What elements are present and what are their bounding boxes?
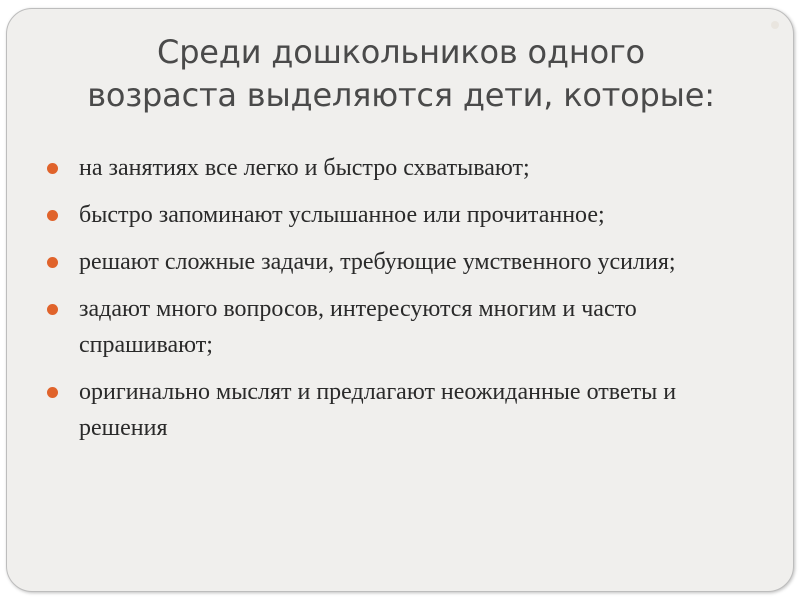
bullet-item	[47, 374, 757, 446]
slide-title	[17, 31, 785, 117]
slide-title-line-2: возраста выделяются дети, которые:	[87, 76, 715, 114]
bullet-dot-icon	[47, 387, 58, 398]
bullet-text: задают много вопросов, интересуются многим и часто спрашивают;	[79, 296, 637, 358]
bullet-item	[47, 291, 757, 363]
bullet-list	[47, 150, 757, 457]
bullet-text: оригинально мыслят и предлагают неожиданные ответы и решения	[79, 379, 677, 441]
bullet-text: решают сложные задачи, требующие умственного усилия;	[79, 249, 676, 275]
bullet-dot-icon	[47, 257, 58, 268]
bullet-text: быстро запоминают услышанное или прочитанное;	[79, 202, 605, 228]
bullet-item	[47, 244, 757, 280]
bullet-dot-icon	[47, 304, 58, 315]
bullet-item	[47, 150, 757, 186]
bullet-dot-icon	[47, 210, 58, 221]
slide-title-line-1: Среди дошкольников одного	[157, 33, 645, 71]
slide	[6, 8, 794, 592]
bullet-dot-icon	[47, 163, 58, 174]
slide-corner-decoration	[771, 21, 779, 29]
bullet-text: на занятиях все легко и быстро схватывают;	[79, 155, 530, 181]
bullet-item	[47, 197, 757, 233]
